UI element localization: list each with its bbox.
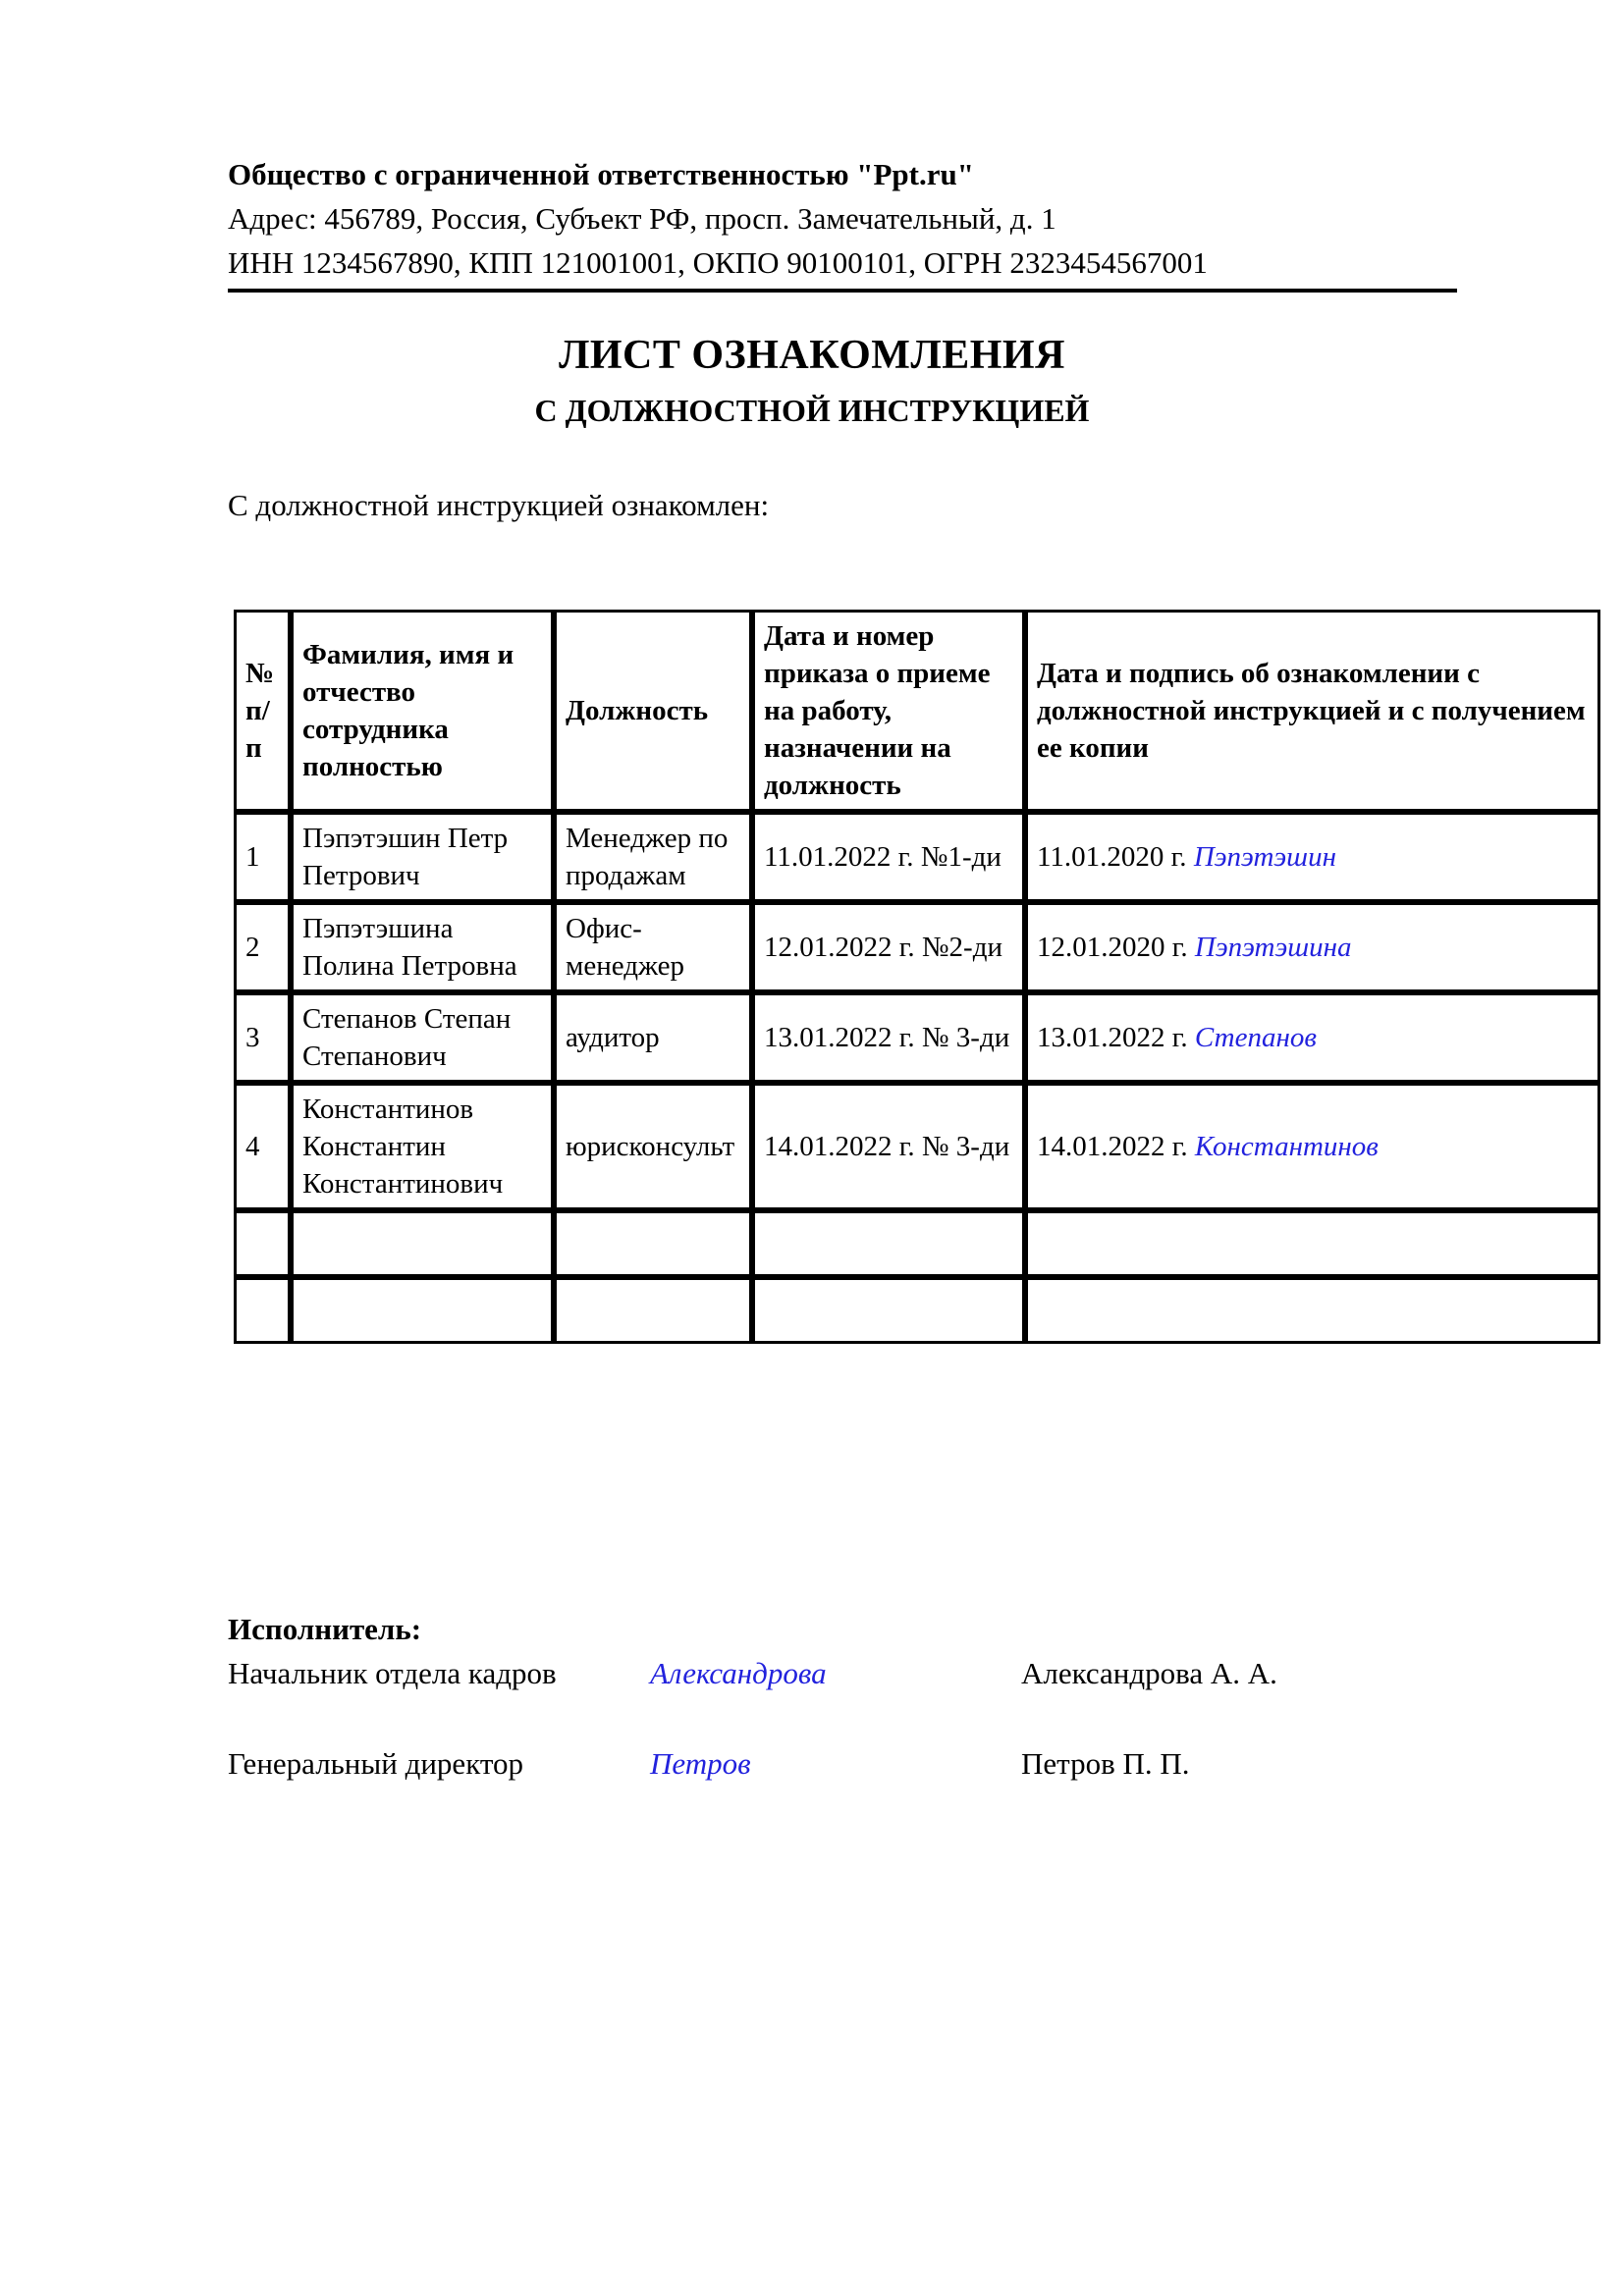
cell-fullname: Степанов Степан Степанович [291, 992, 554, 1083]
page-subtitle: С ДОЛЖНОСТНОЙ ИНСТРУКЦИЕЙ [534, 393, 1090, 428]
cell-number: 4 [234, 1083, 291, 1210]
cell-signature [1025, 812, 1600, 902]
cell-fullname [291, 1210, 554, 1277]
cell-fullname: Константинов Константин Константинович [291, 1083, 554, 1210]
table-header-row [234, 610, 1600, 812]
organization-address: Адрес: 456789, Россия, Субъект РФ, просп. Замечательный, д. 1 [228, 201, 1056, 236]
cell-number [234, 1277, 291, 1344]
cell-signature [1025, 1277, 1600, 1344]
table-header [234, 610, 1600, 812]
cell-position: аудитор [554, 992, 752, 1083]
column-header-order: Дата и номер приказа о приеме на работу, назначении на должность [752, 610, 1025, 812]
cell-signature [1025, 902, 1600, 992]
column-header-number: № п/п [234, 610, 291, 812]
cell-fullname [291, 1277, 554, 1344]
table-row [234, 812, 1600, 902]
cell-number: 3 [234, 992, 291, 1083]
signature-row [228, 1651, 1465, 1696]
table-row-empty [234, 1210, 1600, 1277]
table-row [234, 1083, 1600, 1210]
signature-date: 12.01.2020 г. [1037, 932, 1188, 963]
signer-name: Петров П. П. [1021, 1746, 1190, 1781]
signature-row [228, 1741, 1465, 1787]
cell-number [234, 1210, 291, 1277]
table-row [234, 902, 1600, 992]
handwritten-signature: Пэпэтэшин [1193, 841, 1336, 873]
cell-fullname: Пэпэтэшина Полина Петровна [291, 902, 554, 992]
acknowledgement-table [234, 610, 1600, 1344]
executor-label: Исполнитель: [228, 1612, 422, 1646]
signer-position: Генеральный директор [228, 1746, 523, 1781]
letterhead [228, 152, 1457, 293]
cell-order: 12.01.2022 г. №2-ди [752, 902, 1025, 992]
signatures-block [228, 1608, 1465, 1787]
column-header-signature: Дата и подпись об ознакомлении с должностной инструкцией и с получением ее копии [1025, 610, 1600, 812]
cell-order: 13.01.2022 г. № 3-ди [752, 992, 1025, 1083]
cell-signature [1025, 1083, 1600, 1210]
cell-position [554, 1210, 752, 1277]
cell-fullname: Пэпэтэшин Петр Петрович [291, 812, 554, 902]
cell-signature [1025, 1210, 1600, 1277]
handwritten-signature: Константинов [1194, 1131, 1379, 1162]
cell-order [752, 1210, 1025, 1277]
column-header-position: Должность [554, 610, 752, 812]
cell-position: юрисконсульт [554, 1083, 752, 1210]
cell-position: Офис-менеджер [554, 902, 752, 992]
cell-number: 1 [234, 812, 291, 902]
handwritten-signature: Степанов [1194, 1022, 1317, 1053]
handwritten-signature: Пэпэтэшина [1194, 932, 1352, 963]
signature-date: 11.01.2020 г. [1037, 841, 1187, 873]
handwritten-signature: Александрова [650, 1656, 827, 1690]
cell-signature [1025, 992, 1600, 1083]
table-row-empty [234, 1277, 1600, 1344]
organization-registration-codes: ИНН 1234567890, КПП 121001001, ОКПО 90100101, ОГРН 2323454567001 [228, 245, 1208, 280]
intro-text: С должностной инструкцией ознакомлен: [228, 488, 770, 522]
cell-order [752, 1277, 1025, 1344]
table-row [234, 992, 1600, 1083]
cell-order: 11.01.2022 г. №1-ди [752, 812, 1025, 902]
cell-number: 2 [234, 902, 291, 992]
organization-name: Общество с ограниченной ответственностью "Ppt.ru" [228, 157, 974, 191]
signer-name: Александрова А. А. [1021, 1656, 1277, 1690]
handwritten-signature: Петров [650, 1746, 751, 1781]
cell-order: 14.01.2022 г. № 3-ди [752, 1083, 1025, 1210]
signature-date: 14.01.2022 г. [1037, 1131, 1188, 1162]
acknowledgement-table-wrapper [234, 610, 1600, 1344]
signer-position: Начальник отдела кадров [228, 1656, 557, 1690]
cell-position: Менеджер по продажам [554, 812, 752, 902]
cell-position [554, 1277, 752, 1344]
column-header-fullname: Фамилия, имя и отчество сотрудника полностью [291, 610, 554, 812]
page-title: ЛИСТ ОЗНАКОМЛЕНИЯ [559, 333, 1065, 378]
table-body [234, 812, 1600, 1344]
signature-date: 13.01.2022 г. [1037, 1022, 1188, 1053]
